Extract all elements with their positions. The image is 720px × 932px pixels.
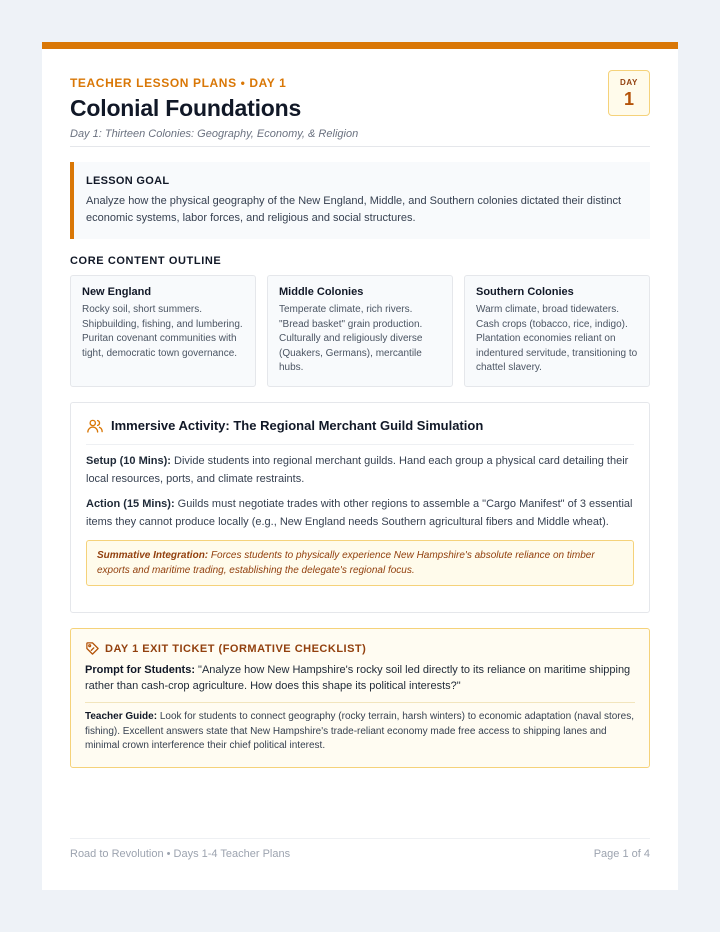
- page-number: Page 1 of 4: [593, 848, 650, 860]
- activity-title: Immersive Activity: The Regional Merchant Guild Simulation: [111, 418, 484, 433]
- outline-heading: CORE CONTENT OUTLINE: [70, 255, 222, 267]
- lesson-goal: [70, 162, 650, 239]
- activity-header: [86, 407, 634, 445]
- users-icon: [86, 417, 104, 435]
- region-description: Temperate climate, rich rivers. "Bread basket" grain production. Culturally and religiously diverse (Quakers, Germans), mercantile hubs.: [279, 304, 423, 373]
- teacher-guide-label: Teacher Guide:: [85, 711, 158, 722]
- prompt-label: Prompt for Students:: [85, 664, 195, 676]
- region-description: Rocky soil, short summers. Shipbuilding, fishing, and lumbering. Puritan covenant communities with tight, democratic town governance.: [82, 304, 243, 359]
- exit-ticket-header: [85, 641, 635, 656]
- activity-setup-label: Setup (10 Mins):: [86, 455, 171, 467]
- activity-action-text: Guilds must negotiate trades with other regions to assemble a "Cargo Manifest" of 3 essential items they cannot produce locally (e.g., New England needs Southern agricultural fibers and Middle wheat).: [86, 498, 633, 528]
- exit-ticket-prompt: [85, 662, 635, 694]
- exit-ticket-divider: [85, 702, 635, 703]
- integration-text: Forces students to physically experience New Hampshire's absolute reliance on timber exports and maritime trading, establishing the delegate's regional focus.: [97, 550, 595, 576]
- activity-setup: [86, 453, 634, 488]
- lesson-page: [42, 42, 678, 890]
- region-name: Middle Colonies: [279, 286, 364, 298]
- activity-setup-text: Divide students into regional merchant guilds. Hand each group a physical card detailing their local resources, ports, and climate restraints.: [86, 455, 629, 485]
- lesson-goal-text: Analyze how the physical geography of the New England, Middle, and Southern colonies dictated their distinct economic systems, labor forces, and religious and social structures.: [86, 195, 622, 224]
- page-title: Colonial Foundations: [70, 95, 302, 121]
- activity-action: [86, 496, 634, 531]
- summative-integration-callout: [86, 540, 634, 586]
- page-footer: [70, 838, 650, 860]
- region-cards: [70, 275, 650, 387]
- integration-label: Summative Integration:: [97, 550, 209, 561]
- teacher-guide: [85, 710, 635, 754]
- region-card-middle: [267, 275, 453, 387]
- exit-ticket-heading: DAY 1 EXIT TICKET (FORMATIVE CHECKLIST): [105, 642, 367, 655]
- region-card-new-england: [70, 275, 256, 387]
- prompt-text: "Analyze how New Hampshire's rocky soil led directly to its reliance on maritime shipping rather than cash-crop agriculture. How does this shape its political interests?": [85, 664, 631, 692]
- activity-card: [70, 402, 650, 613]
- activity-action-label: Action (15 Mins):: [86, 498, 175, 510]
- tag-icon: [85, 641, 100, 656]
- page-subtitle: Day 1: Thirteen Colonies: Geography, Economy, & Religion: [70, 128, 359, 140]
- region-card-southern: [464, 275, 650, 387]
- region-description: Warm climate, broad tidewaters. Cash crops (tobacco, rice, indigo). Plantation economies reliant on indentured servitude, transitioning to chattel slavery.: [476, 304, 638, 373]
- region-name: New England: [82, 286, 152, 298]
- lesson-goal-heading: LESSON GOAL: [86, 175, 170, 187]
- day-badge-number: 1: [623, 89, 634, 109]
- header-kicker: TEACHER LESSON PLANS • DAY 1: [70, 76, 287, 90]
- exit-ticket: [70, 628, 650, 768]
- day-badge: [608, 70, 650, 116]
- footer-title: Road to Revolution • Days 1-4 Teacher Plans: [70, 848, 291, 860]
- day-badge-label: DAY: [620, 78, 638, 87]
- region-name: Southern Colonies: [476, 286, 574, 298]
- teacher-guide-text: Look for students to connect geography (rocky terrain, harsh winters) to economic adaptation (naval stores, fishing). Excellent answers state that New Hampshire's trade-reliant economy made free access to shipping lanes and minimal crown interference their chief political interest.: [85, 711, 634, 751]
- header-divider: [70, 146, 650, 147]
